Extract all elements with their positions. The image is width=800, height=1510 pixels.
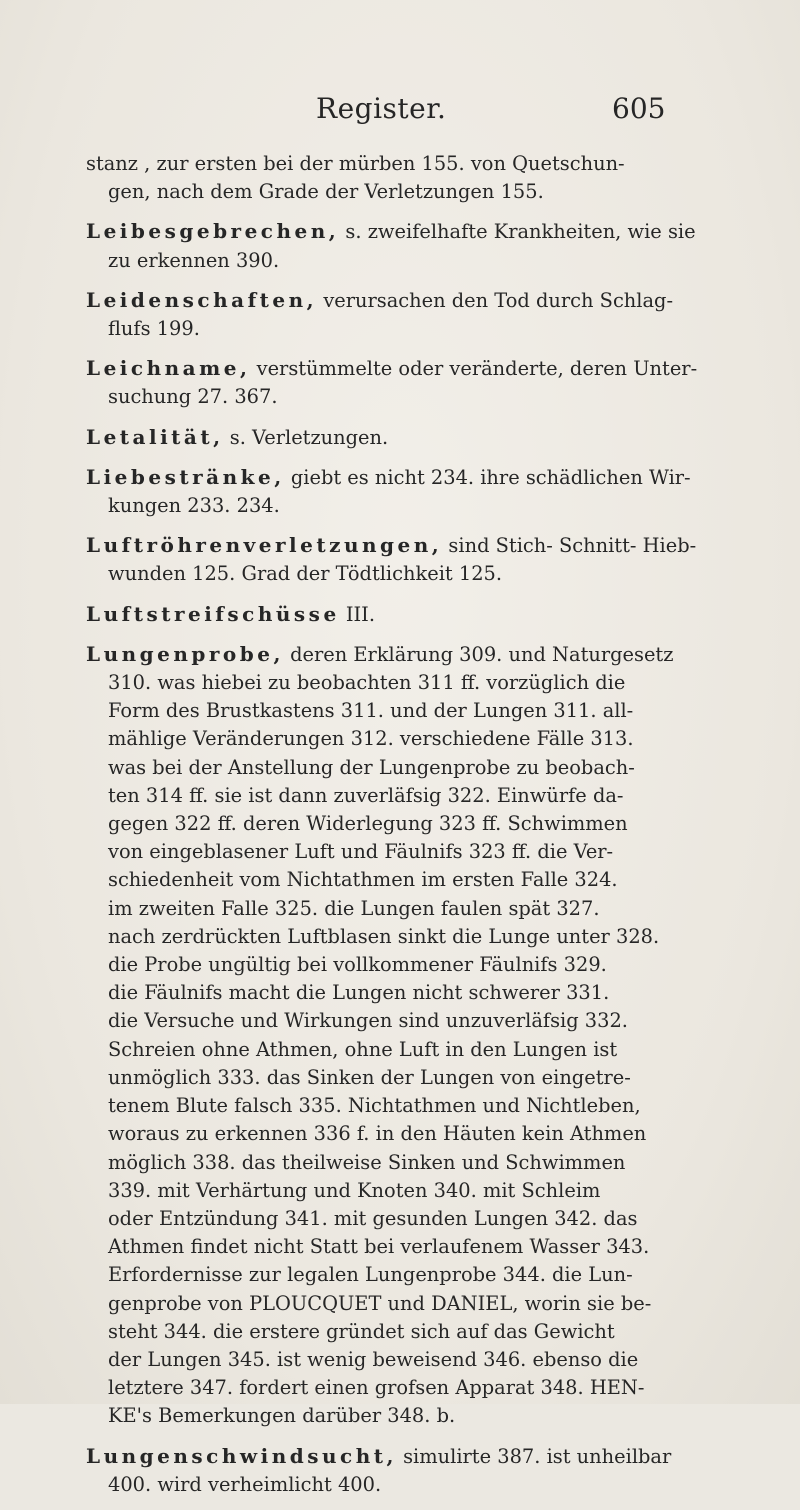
entry-text: was bei der Anstellung der Lungenprobe zu beobach-: [108, 755, 635, 779]
entry-text: ten 314 ff. sie ist dann zuverläfsig 322. Einwürfe da-: [108, 783, 624, 807]
entry-line: [86, 286, 736, 315]
entry-line: [86, 423, 736, 452]
entry-line: [86, 1442, 736, 1471]
entry-text: KE's Bemerkungen darüber 348. b.: [108, 1404, 456, 1428]
entry-line: [108, 1402, 736, 1430]
entry-text: letztere 347. fordert einen grofsen Apparat 348. HEN-: [108, 1376, 645, 1400]
entry-line: [108, 951, 736, 979]
entry-line: [108, 979, 736, 1007]
entry-line: [108, 782, 736, 810]
entry-line: [108, 247, 736, 275]
entry-text: steht 344. die erstere gründet sich auf das Gewicht: [108, 1319, 615, 1343]
entry-text: nach zerdrückten Luftblasen sinkt die Lunge unter 328.: [108, 924, 660, 948]
entry-text: die Probe ungültig bei vollkommener Fäulnifs 329.: [108, 953, 607, 977]
entry-line: [108, 1290, 736, 1318]
entry-text: schiedenheit vom Nichtathmen im ersten Falle 324.: [108, 868, 618, 892]
entry-headword: Liebestränke,: [86, 464, 285, 489]
entry-line: [108, 725, 736, 753]
entry-line: [108, 1149, 736, 1177]
register-entries: [86, 150, 736, 1510]
entry-text: verursachen den Tod durch Schlag-: [317, 288, 674, 312]
entry-text: flufs 199.: [108, 317, 200, 341]
entry-headword: Leichname,: [86, 356, 251, 381]
register-entry: [86, 150, 736, 206]
entry-text: s. zweifelhafte Krankheiten, wie sie: [339, 220, 696, 244]
register-entry: [86, 600, 736, 629]
running-title: Register.: [316, 92, 447, 125]
register-entry: [86, 640, 736, 1431]
entry-line: [108, 492, 736, 520]
entry-text: Athmen findet nicht Statt bei verlaufenem Wasser 343.: [108, 1235, 650, 1259]
entry-text: 400. wird verheimlicht 400.: [108, 1472, 382, 1496]
entry-text: die Fäulnifs macht die Lungen nicht schwerer 331.: [108, 981, 610, 1005]
entry-text: Erfordernisse zur legalen Lungenprobe 344. die Lun-: [108, 1263, 633, 1287]
entry-text: Schreien ohne Athmen, ohne Luft in den Lungen ist: [108, 1037, 618, 1061]
entry-line: [86, 531, 736, 560]
entry-line: [108, 810, 736, 838]
register-entry: [86, 286, 736, 343]
entry-text: s. Verletzungen.: [223, 425, 389, 449]
entry-headword: Letalität,: [86, 424, 224, 449]
entry-line: [108, 1318, 736, 1346]
entry-text: 310. was hiebei zu beobachten 311 ff. vorzüglich die: [108, 671, 626, 695]
register-entry: [86, 423, 736, 452]
entry-line: [108, 838, 736, 866]
entry-line: [108, 1346, 736, 1374]
entry-line: [86, 217, 736, 246]
entry-text: von eingeblasener Luft und Fäulnifs 323 ff. die Ver-: [108, 840, 614, 864]
entry-line: [108, 383, 736, 411]
register-entry: [86, 217, 736, 274]
entry-text: 339. mit Verhärtung und Knoten 340. mit Schleim: [108, 1178, 601, 1202]
entry-line: [108, 1064, 736, 1092]
entry-text: giebt es nicht 234. ihre schädlichen Wir-: [284, 465, 691, 489]
entry-line: [108, 1471, 736, 1499]
entry-text: gegen 322 ff. deren Widerlegung 323 ff. Schwimmen: [108, 812, 628, 836]
register-entry: [86, 1442, 736, 1499]
entry-headword: Leidenschaften,: [86, 287, 318, 312]
page-number: 605: [612, 92, 666, 125]
entry-text: tenem Blute falsch 335. Nichtathmen und Nichtleben,: [108, 1094, 641, 1118]
entry-line: [108, 895, 736, 923]
entry-line: [108, 866, 736, 894]
entry-line: [108, 1233, 736, 1261]
register-entry: [86, 354, 736, 411]
entry-line: [108, 697, 736, 725]
entry-text: simulirte 387. ist unheilbar: [396, 1444, 672, 1468]
entry-text: unmöglich 333. das Sinken der Lungen von eingetre-: [108, 1065, 631, 1089]
entry-text: Form des Brustkastens 311. und der Lungen 311. all-: [108, 699, 634, 723]
entry-text: mählige Veränderungen 312. verschiedene Fälle 313.: [108, 727, 634, 751]
entry-text: zu erkennen 390.: [108, 248, 280, 272]
entry-headword: Leibesgebrechen,: [86, 219, 340, 244]
entry-text: III.: [339, 602, 375, 626]
register-entry: [86, 531, 736, 588]
entry-line: [86, 150, 736, 178]
entry-text: deren Erklärung 309. und Naturgesetz: [283, 642, 674, 666]
entry-text: stanz , zur ersten bei der mürben 155. von Quetschun-: [86, 152, 625, 175]
entry-line: [108, 1120, 736, 1148]
entry-line: [108, 560, 736, 588]
entry-line: [108, 754, 736, 782]
entry-text: suchung 27. 367.: [108, 385, 278, 409]
entry-headword: Lungenprobe,: [86, 641, 284, 666]
entry-text: woraus zu erkennen 336 f. in den Häuten kein Athmen: [108, 1122, 647, 1146]
entry-line: [108, 1261, 736, 1289]
entry-headword: Luftstreifschüsse: [86, 601, 340, 626]
entry-line: [108, 178, 736, 206]
entry-text: der Lungen 345. ist wenig beweisend 346. ebenso die: [108, 1347, 639, 1371]
entry-headword: Lungenschwindsucht,: [86, 1443, 397, 1468]
entry-text: möglich 338. das theilweise Sinken und Schwimmen: [108, 1150, 626, 1174]
entry-line: [108, 1092, 736, 1120]
entry-line: [108, 923, 736, 951]
entry-text: verstümmelte oder veränderte, deren Unter-: [250, 357, 698, 381]
entry-text: sind Stich- Schnitt- Hieb-: [442, 534, 697, 558]
register-entry: [86, 463, 736, 520]
entry-line: [86, 354, 736, 383]
entry-text: die Versuche und Wirkungen sind unzuverläfsig 332.: [108, 1009, 628, 1033]
entry-text: gen, nach dem Grade der Verletzungen 155.: [108, 180, 544, 204]
entry-text: kungen 233. 234.: [108, 494, 280, 518]
entry-line: [108, 1177, 736, 1205]
page-header: [0, 92, 800, 132]
entry-text: wunden 125. Grad der Tödtlichkeit 125.: [108, 562, 503, 586]
entry-text: genprobe von PLOUCQUET und DANIEL, worin sie be-: [108, 1291, 652, 1315]
entry-line: [108, 1374, 736, 1402]
entry-line: [108, 1007, 736, 1035]
entry-line: [86, 600, 736, 629]
entry-line: [108, 1205, 736, 1233]
entry-text: oder Entzündung 341. mit gesunden Lungen 342. das: [108, 1206, 638, 1230]
entry-line: [86, 463, 736, 492]
entry-headword: Luftröhrenverletzungen,: [86, 533, 443, 558]
entry-text: im zweiten Falle 325. die Lungen faulen spät 327.: [108, 896, 600, 920]
entry-line: [108, 315, 736, 343]
entry-line: [86, 640, 736, 669]
entry-line: [108, 669, 736, 697]
entry-line: [108, 1036, 736, 1064]
